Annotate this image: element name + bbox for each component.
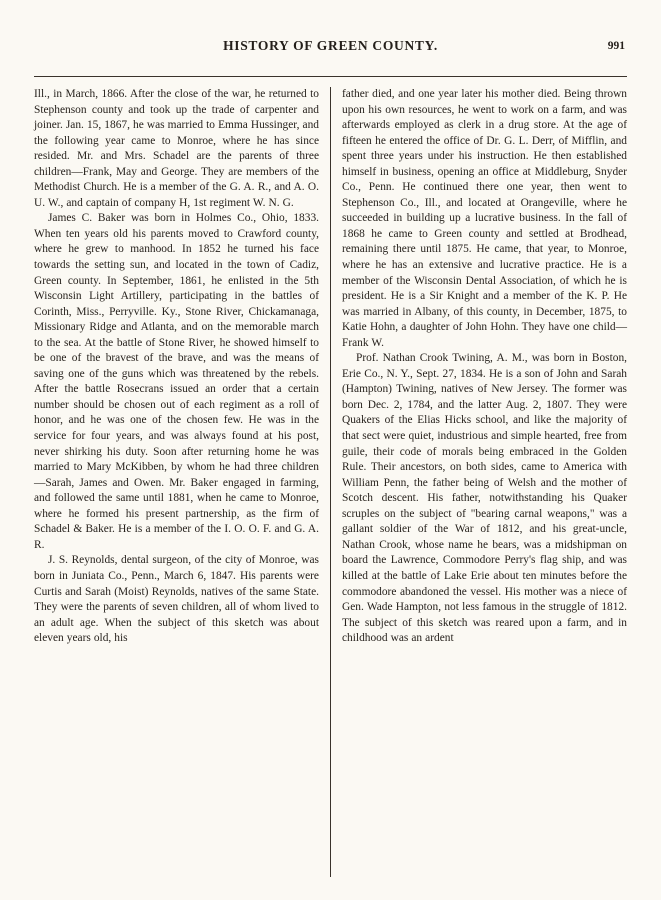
paragraph: Prof. Nathan Crook Twining, A. M., was born in Boston, Erie Co., N. Y., Sept. 27, 1834. He is a son of John and Sarah (Hampton) Twining, natives of New Jersey. The former was born Dec. 2, 1784, and the latter Aug. 2, 1807. They were Quakers of the Elias Hicks school, and like the majority of that sect were quiet, industrious and simple hearted, free from guile, their code of morals being embraced in the Golden Rule. Their ancestors, on both sides, came to America with William Penn, the father being of Welsh and the mother of Scotch descent. His father, notwithstanding his Quaker scruples on the subject of "bearing carnal weapons," was a gallant soldier of the War of 1812, and his great-uncle, Nathan Crook, whose name he bears, was a midshipman on board the Lawrence, Commodore Perry's flag ship, and was killed at the battle of Lake Erie about ten minutes before the commodore abandoned the vessel. His mother was a niece of Gen. Wade Hampton, not less famous in the struggle of 1812. The subject of this sketch was reared upon a farm, and in childhood was an ardent (342, 352, 627, 645)
header-divider-rule (34, 76, 627, 77)
paragraph: father died, and one year later his mother died. Being thrown upon his own resources, he went to work on a farm, and was afterwards employed as clerk in a drug store. At the age of fifteen he entered the office of Dr. G. L. Derr, of Mifflin, and spent three years under his instruction. He then established himself in business, opening an office at Middleburg, Snyder Co., Penn. He continued there one year, then went to Stephenson Co., Ill., and located at Orangeville, where he succeeded in building up a lucrative business. In the fall of 1868 he came to Green county and settled at Brodhead, remaining there until 1875. He came, that year, to Monroe, where he has an extensive and lucrative practice. He is a member of the Wisconsin Dental Association, of which he is president. He is a Sir Knight and a member of the K. P. He was married in Albany, of this county, in December, 1875, to Katie Hohn, a daughter of John Hohn. They have one child—Frank W. (342, 88, 627, 349)
running-head-title: HISTORY OF GREEN COUNTY. (223, 38, 438, 53)
right-column (342, 87, 627, 877)
page-number: 991 (607, 40, 625, 52)
page-header (34, 38, 627, 68)
paragraph: J. S. Reynolds, dental surgeon, of the city of Monroe, was born in Juniata Co., Penn., March 6, 1847. His parents were Curtis and Sarah (Moist) Reynolds, natives of the same State. They were the parents of seven children, all of whom lived to an adult age. When the subject of this sketch was about eleven years old, his (34, 554, 319, 645)
paragraph: James C. Baker was born in Holmes Co., Ohio, 1833. When ten years old his parents moved to Crawford county, where he grew to manhood. In 1852 he turned his face towards the setting sun, and located in the town of Cadiz, Green county. In September, 1861, he enlisted in the 5th Wisconsin Light Artillery, participating in the battles of Corinth, Miss., Perryville. Ky., Stone River, Chickamanaga, Missionary Ridge and Atlanta, and on the memorable march to the sea. At the battle of Stone River, he showed himself to be one of the bravest of the brave, and was the means of saving one of the guns which was threatened by the rebels. After the battle Rosecrans issued an order that a certain number should be chosen out of each regiment as a roll of honor, and he was one of the chosen few. He was in the service for four years, and was always found at his post, never shirking his duty. Soon after returning home he was married to Mary McKibben, by whom he had three children—Sarah, James and Owen. Mr. Baker engaged in farming, and followed the same until 1881, when he came to Monroe, where he formed his present partnership, as the firm of Schadel & Baker. He is a member of the I. O. O. F. and G. A. R. (34, 212, 319, 551)
paragraph: Ill., in March, 1866. After the close of the war, he returned to Stephenson county and took up the trade of carpenter and joiner. Jan. 15, 1867, he was married to Emma Hussinger, and the following year came to Monroe, where he has since resided. Mr. and Mrs. Schadel are the parents of three children—Frank, May and George. They are members of the Methodist Church. He is a member of the G. A. R., and A. O. U. W., and captain of company H, 1st regiment W. N. G. (34, 88, 319, 209)
left-column (34, 87, 319, 877)
text-columns (34, 87, 627, 877)
column-divider-rule (330, 87, 331, 877)
